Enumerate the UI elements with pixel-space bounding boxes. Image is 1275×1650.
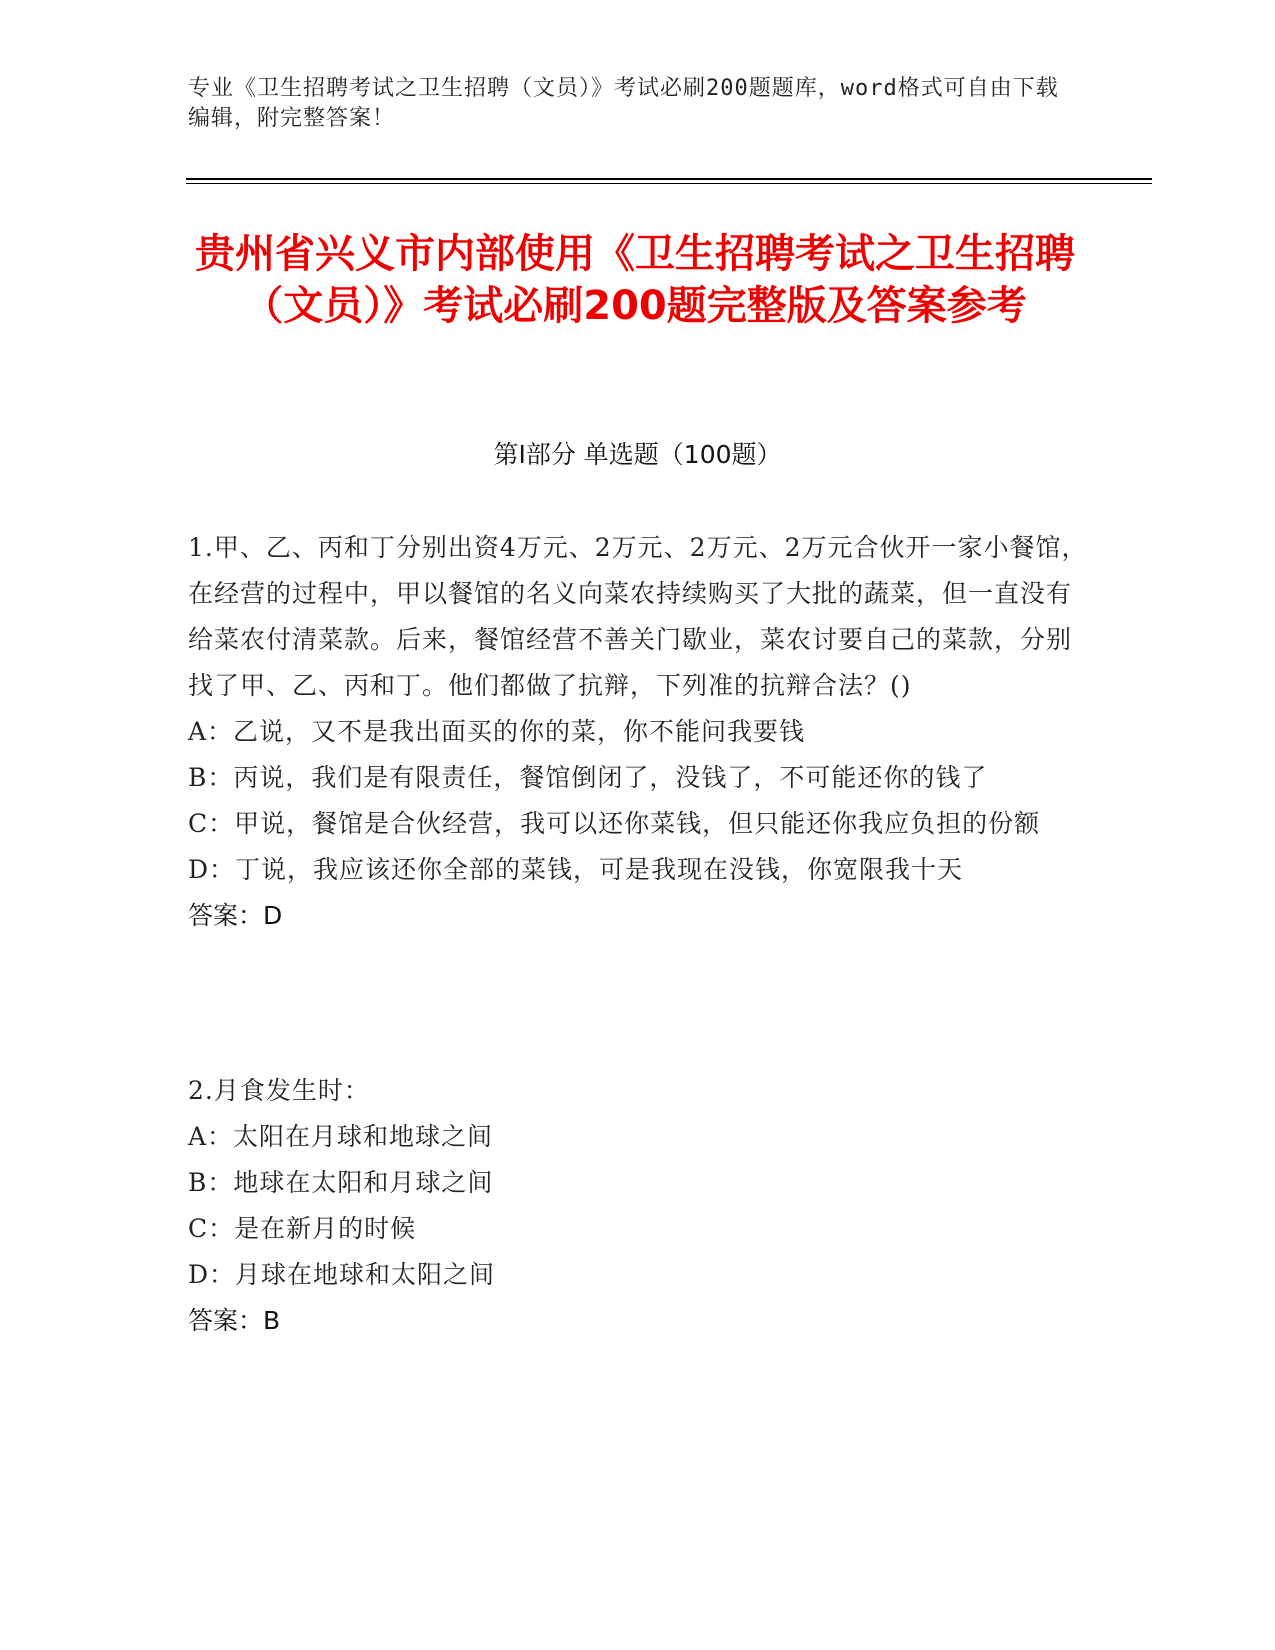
- section-heading: 第Ⅰ部分 单选题（100题）: [493, 440, 782, 469]
- header-divider-thick: [186, 178, 1152, 180]
- question-stem: 1.甲、乙、丙和丁分别出资4万元、2万元、2万元、2万元合伙开一家小餐馆，在经营的过程中，甲以餐馆的名义向菜农持续购买了大批的蔬菜，但一直没有给菜农付清菜款。后来，餐馆经营不善关门歇业，菜农讨要自己的菜款，分别找了甲、乙、丙和丁。他们都做了抗辩，下列准的抗辩合法？(): [188, 533, 1088, 700]
- option-b: B：丙说，我们是有限责任，餐馆倒闭了，没钱了，不可能还你的钱了: [188, 763, 988, 792]
- option-a: A：乙说，又不是我出面买的你的菜，你不能问我要钱: [188, 717, 806, 746]
- option-b: B：地球在太阳和月球之间: [188, 1168, 494, 1197]
- answer-line: [188, 893, 1088, 939]
- option-c: C：甲说，餐馆是合伙经营，我可以还你菜钱，但只能还你我应负担的份额: [188, 809, 1041, 838]
- answer-line: [188, 1298, 1088, 1344]
- option-d: D：月球在地球和太阳之间: [188, 1260, 496, 1289]
- answer-value: B: [263, 1306, 281, 1335]
- header-note: 专业《卫生招聘考试之卫生招聘（文员）》考试必刷200题题库，word格式可自由下载编辑，附完整答案！: [188, 76, 1059, 131]
- question-2: [188, 1068, 1088, 1344]
- question-1: [188, 525, 1088, 939]
- header-divider-thin: [186, 183, 1152, 184]
- answer-label: 答案：: [188, 1306, 264, 1335]
- question-stem: 2.月食发生时：: [188, 1076, 370, 1105]
- option-c: C：是在新月的时候: [188, 1214, 417, 1243]
- answer-label: 答案：: [188, 901, 264, 930]
- option-d: D：丁说，我应该还你全部的菜钱，可是我现在没钱，你宽限我十天: [188, 855, 964, 884]
- document-title: 贵州省兴义市内部使用《卫生招聘考试之卫生招聘（文员）》考试必刷200题完整版及答案参考: [195, 231, 1075, 329]
- option-a: A：太阳在月球和地球之间: [188, 1122, 494, 1151]
- answer-value: D: [263, 901, 283, 930]
